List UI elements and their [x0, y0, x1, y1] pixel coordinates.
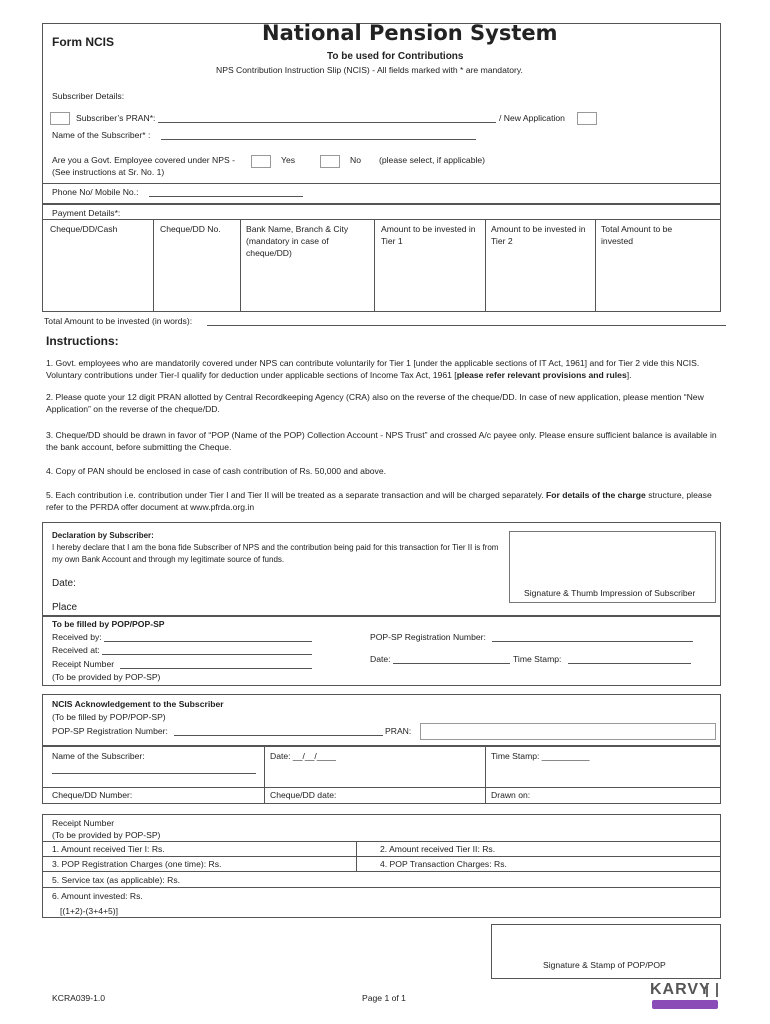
receipt-row-divider	[42, 841, 721, 842]
payment-col-divider	[374, 219, 375, 312]
ack-reg-number-line[interactable]	[174, 735, 383, 736]
karvy-logo-text: KARVY	[650, 981, 711, 998]
payment-column-header: Cheque/DD No.	[160, 224, 221, 234]
govt-no-label: No	[350, 155, 361, 165]
ack-filled-by-note: (To be filled by POP/POP-SP)	[52, 712, 166, 722]
pop-time-stamp-line[interactable]	[568, 663, 691, 664]
receipt-tier2-label: 2. Amount received Tier II: Rs.	[380, 844, 496, 854]
mandatory-note: NPS Contribution Instruction Slip (NCIS) - All fields marked with * are mandatory.	[216, 65, 523, 75]
instruction-item	[46, 489, 722, 513]
receipt-service-tax-label: 5. Service tax (as applicable): Rs.	[52, 875, 181, 885]
page-title: National Pension System	[262, 21, 558, 45]
receipt-tier1-label: 1. Amount received Tier I: Rs.	[52, 844, 165, 854]
pran-label: Subscriber’s PRAN*:	[76, 113, 156, 123]
receipt-reg-charges-label: 3. POP Registration Charges (one time): Rs.	[52, 859, 222, 869]
ack-pran-label: PRAN:	[385, 726, 412, 736]
instruction-emphasis: please refer relevant provisions and rules	[456, 370, 627, 380]
subscriber-section-label: Subscriber Details:	[52, 91, 125, 101]
pop-date-line[interactable]	[393, 663, 510, 664]
instruction-tail: ].	[626, 370, 632, 380]
ack-col-divider	[264, 746, 265, 804]
payment-section-label: Payment Details*:	[52, 208, 121, 218]
form-code: KCRA039-1.0	[52, 993, 106, 1003]
form-label: Form NCIS	[52, 35, 115, 49]
subscriber-name-label: Name of the Subscriber* :	[52, 130, 151, 140]
pran-prefix-checkbox[interactable]	[50, 112, 70, 125]
ack-time-stamp-label: Time Stamp: __________	[491, 751, 590, 761]
instruction-text: 2. Please quote your 12 digit PRAN allotted by Central Recordkeeping Agency (CRA) also on the reverse of the cheque/DD. In case of new application, please mention “New Application” on the reverse of the cheque/DD.	[46, 392, 704, 414]
instruction-tail: structure, please refer to the PFRDA offer document at www.pfrda.org.in	[46, 490, 712, 512]
page-number: Page 1 of 1	[362, 993, 406, 1003]
payment-column-header: Bank Name, Branch & City (mandatory in case of cheque/DD)	[246, 224, 349, 258]
total-words-line[interactable]	[207, 325, 726, 326]
ack-reg-number-label: POP-SP Registration Number:	[52, 726, 168, 736]
govt-no-checkbox[interactable]	[320, 155, 340, 168]
payment-col-divider	[153, 219, 154, 312]
pop-received-by-label: Received by:	[52, 632, 102, 642]
receipt-formula: [(1+2)-(3+4+5)]	[60, 906, 119, 916]
receipt-row-divider	[42, 887, 721, 888]
ack-date-label: Date: __/__/____	[270, 751, 336, 761]
declaration-text: I hereby declare that I am the bona fide Subscriber of NPS and the contribution being paid for this transaction for Tier II is from my own Bank Account and through my legitimate source of funds.	[52, 543, 499, 564]
instruction-text: 5. Each contribution i.e. contribution under Tier I and Tier II will be treated as a separate transaction and will be charged separately.	[46, 490, 546, 500]
pop-heading: To be filled by POP/POP-SP	[52, 619, 165, 629]
receipt-row-divider	[42, 871, 721, 872]
payment-col-divider	[595, 219, 596, 312]
pran-input-line[interactable]	[158, 122, 496, 123]
pop-provided-by-note: (To be provided by POP-SP)	[52, 672, 161, 682]
payment-col-divider	[485, 219, 486, 312]
pop-date-label: Date:	[370, 654, 391, 664]
subscriber-name-line[interactable]	[161, 139, 476, 140]
govt-yes-checkbox[interactable]	[251, 155, 271, 168]
instruction-item	[46, 391, 722, 415]
karvy-logo-ribbon	[652, 1000, 718, 1009]
payment-col-divider	[240, 219, 241, 312]
receipt-col-divider	[356, 841, 357, 871]
payment-column-header: Total Amount to be invested	[601, 224, 673, 246]
new-application-checkbox[interactable]	[577, 112, 597, 125]
karvy-logo-bars	[706, 983, 718, 997]
phone-label: Phone No/ Mobile No.:	[52, 187, 139, 197]
receipt-provided-by-note: (To be provided by POP-SP)	[52, 830, 161, 840]
total-words-label: Total Amount to be invested (in words):	[44, 316, 193, 326]
pop-received-by-line[interactable]	[104, 641, 312, 642]
ack-pran-field[interactable]	[420, 723, 716, 740]
pop-signature-label: Signature & Stamp of POP/POP	[543, 960, 666, 970]
govt-instruction-ref: (See instructions at Sr. No. 1)	[52, 167, 165, 177]
instruction-item	[46, 429, 722, 453]
ack-name-line[interactable]	[52, 773, 256, 774]
pop-received-at-line[interactable]	[102, 654, 312, 655]
pop-receipt-number-label: Receipt Number	[52, 659, 115, 669]
declaration-date-label: Date:	[52, 578, 76, 589]
receipt-row-divider	[42, 856, 721, 857]
header-divider	[42, 183, 721, 184]
pop-receipt-number-line[interactable]	[120, 668, 312, 669]
ack-cheque-date-label: Cheque/DD date:	[270, 790, 337, 800]
ack-heading: NCIS Acknowledgement to the Subscriber	[52, 699, 224, 709]
ack-drawn-on-label: Drawn on:	[491, 790, 531, 800]
receipt-amount-invested-label: 6. Amount invested: Rs.	[52, 891, 143, 901]
payment-column-header: Amount to be invested in Tier 2	[491, 224, 586, 246]
ack-name-label: Name of the Subscriber:	[52, 751, 145, 761]
pop-received-at-label: Received at:	[52, 645, 100, 655]
instruction-text: 3. Cheque/DD should be drawn in favor of “POP (Name of the POP) Collection Account - NPS Trust” and crossed A/c payee only. Please ensure sufficient balance is available in the bank account, before submitting the Cheque.	[46, 430, 717, 452]
ack-cheque-number-label: Cheque/DD Number:	[52, 790, 133, 800]
govt-yes-label: Yes	[281, 155, 296, 165]
pop-time-stamp-label: Time Stamp:	[513, 654, 562, 664]
instruction-text: 4. Copy of PAN should be enclosed in case of cash contribution of Rs. 50,000 and above.	[46, 466, 386, 476]
instruction-emphasis: For details of the charge	[546, 490, 646, 500]
govt-select-note: (please select, if applicable)	[379, 155, 486, 165]
instruction-item	[46, 465, 722, 477]
payment-header-rule	[42, 219, 721, 220]
ack-col-divider	[485, 746, 486, 804]
instructions-heading: Instructions:	[46, 334, 119, 348]
instruction-item	[46, 357, 722, 381]
karvy-logo	[648, 980, 722, 1014]
instruction-text: 1. Govt. employees who are mandatorily covered under NPS can contribute voluntarily for Tier 1 [under the applicable sections of IT Act, 1961] and for Tier 2 vide this NCIS. Voluntary contributions under Tier-I qualify for deduction under applicable sections of Income Tax Act, 1961 [	[46, 358, 700, 380]
pop-reg-number-line[interactable]	[492, 641, 693, 642]
receipt-number-label: Receipt Number	[52, 818, 115, 828]
phone-input-line[interactable]	[149, 196, 303, 197]
ack-row-divider	[42, 787, 721, 788]
payment-table	[42, 204, 721, 312]
page-subtitle: To be used for Contributions	[327, 51, 464, 62]
new-application-label: / New Application	[499, 113, 565, 123]
declaration-heading: Declaration by Subscriber:	[52, 531, 154, 540]
payment-column-header: Cheque/DD/Cash	[50, 224, 118, 234]
payment-column-header: Amount to be invested in Tier 1	[381, 224, 476, 246]
declaration-place-label: Place	[52, 602, 78, 613]
receipt-txn-charges-label: 4. POP Transaction Charges: Rs.	[380, 859, 507, 869]
govt-employee-question: Are you a Govt. Employee covered under NPS -	[52, 155, 235, 165]
pop-reg-number-label: POP-SP Registration Number:	[370, 632, 486, 642]
signature-label: Signature & Thumb Impression of Subscriber	[524, 588, 696, 598]
